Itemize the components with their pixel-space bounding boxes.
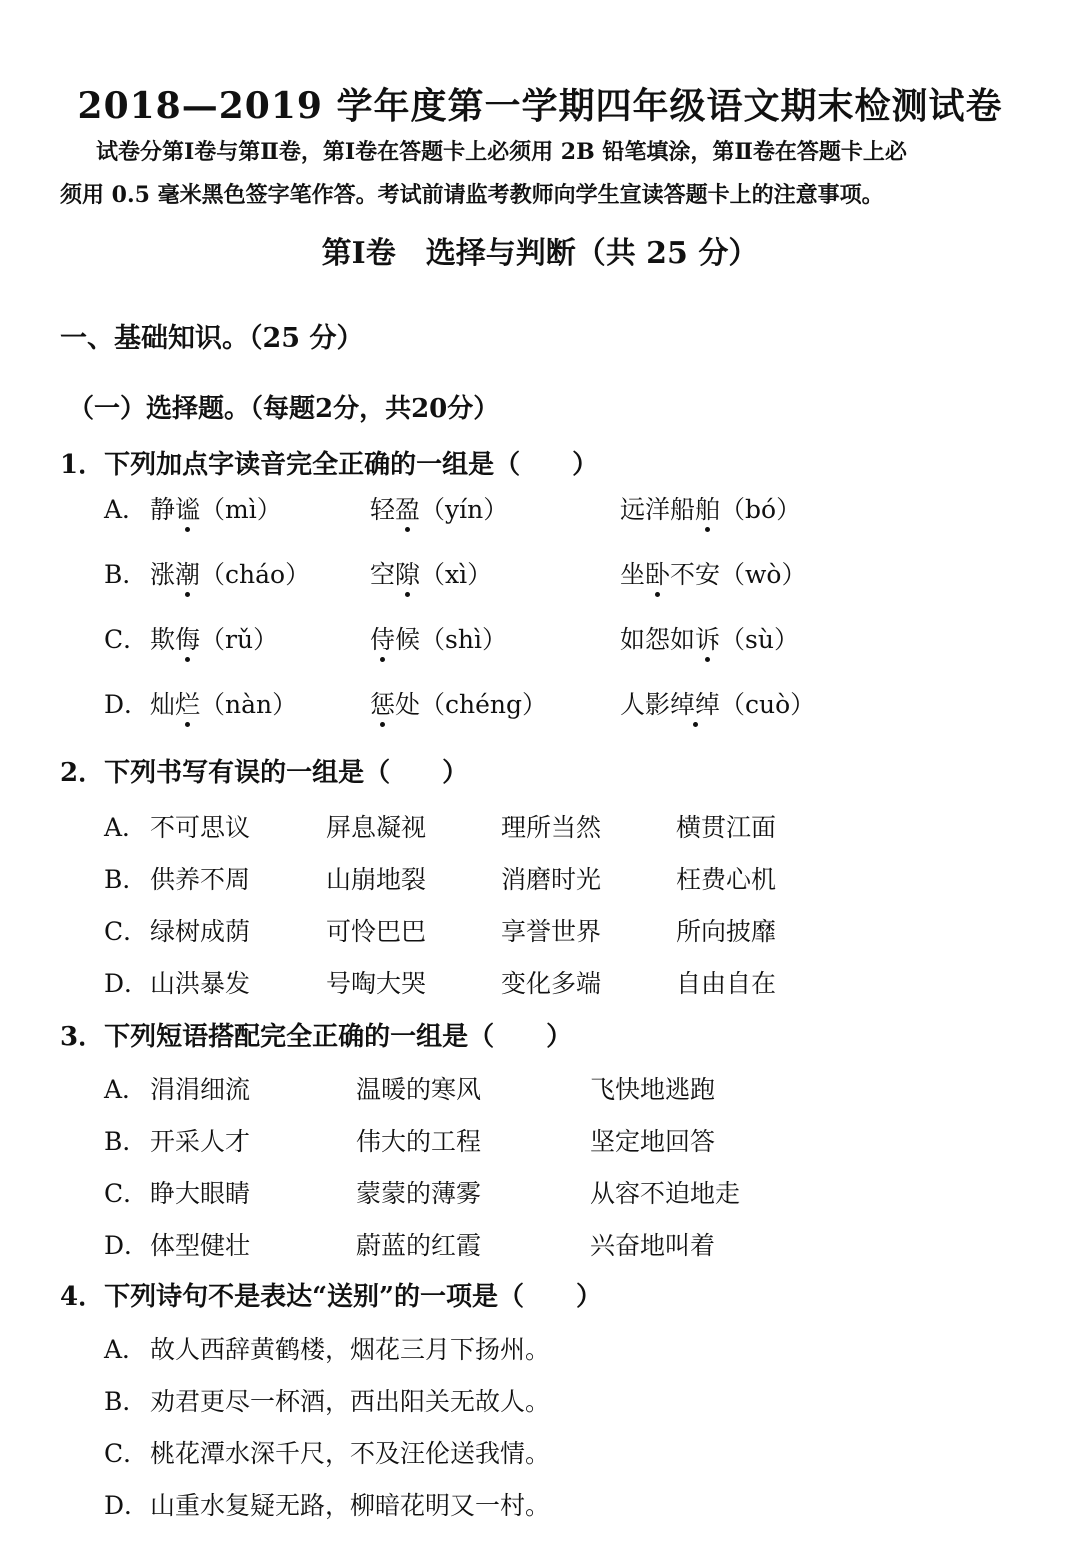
q1-c-item-1: 欺侮（rǔ） xyxy=(150,620,278,656)
option-letter: C． xyxy=(104,1439,149,1468)
q1-c-item-2: 侍候（shì） xyxy=(370,620,507,656)
option-letter: D． xyxy=(104,690,150,719)
q1-c-item-3: 如怨如诉（sù） xyxy=(620,620,799,656)
q3-option-b xyxy=(104,1122,716,1158)
option-letter: C． xyxy=(104,917,149,946)
q3-a-item-1: 涓涓细流 xyxy=(150,1075,251,1104)
q4-option-d xyxy=(104,1486,550,1522)
q1-a-item-2: 轻盈（yín） xyxy=(370,490,508,526)
q2-option-c xyxy=(104,912,777,948)
q3-c-item-3: 从容不迫地走 xyxy=(590,1179,741,1208)
q4-option-c xyxy=(104,1434,550,1470)
option-letter: A． xyxy=(104,813,148,842)
q2-d-item-2: 号啕大哭 xyxy=(326,969,427,998)
q1-b-item-2: 空隙（xì） xyxy=(370,555,492,591)
option-letter: D． xyxy=(104,969,150,998)
q1-d-item-3: 人影绰绰（cuò） xyxy=(620,685,815,721)
q3-option-c xyxy=(104,1174,741,1210)
option-letter: B． xyxy=(104,865,148,894)
subpart-heading: （一）选择题。（每题2分，共20分） xyxy=(68,394,500,424)
q4-c-text: 桃花潭水深千尺，不及汪伦送我情。 xyxy=(150,1439,551,1468)
q2-option-a xyxy=(104,808,777,844)
option-letter: A． xyxy=(104,1075,148,1104)
q3-d-item-1: 体型健壮 xyxy=(150,1231,251,1260)
option-letter: A． xyxy=(104,1335,148,1364)
q4-a-text: 故人西辞黄鹤楼，烟花三月下扬州。 xyxy=(150,1335,551,1364)
q2-b-item-4: 枉费心机 xyxy=(676,865,777,894)
q2-option-b xyxy=(104,860,777,896)
q1-b-item-1: 涨潮（cháo） xyxy=(150,555,310,591)
q4-d-text: 山重水复疑无路，柳暗花明又一村。 xyxy=(150,1491,551,1520)
q3-b-item-3: 坚定地回答 xyxy=(590,1127,716,1156)
option-letter: B． xyxy=(104,560,148,589)
q3-c-item-1: 睁大眼睛 xyxy=(150,1179,251,1208)
q1-a-item-3: 远洋船舶（bó） xyxy=(620,490,801,526)
q2-a-item-2: 屏息凝视 xyxy=(326,813,427,842)
option-letter: D． xyxy=(104,1491,150,1520)
q4-b-text: 劝君更尽一杯酒，西出阳关无故人。 xyxy=(150,1387,551,1416)
q3-option-d xyxy=(104,1226,716,1262)
q2-a-item-4: 横贯江面 xyxy=(676,813,777,842)
option-letter: C． xyxy=(104,1179,149,1208)
q1-b-item-3: 坐卧不安（wò） xyxy=(620,555,806,591)
instructions-line-2: 须用 0.5 毫米黑色签字笔作答。考试前请监考教师向学生宣读答题卡上的注意事项。 xyxy=(60,182,884,208)
q3-d-item-3: 兴奋地叫着 xyxy=(590,1231,716,1260)
option-letter: C． xyxy=(104,625,149,654)
q2-c-item-2: 可怜巴巴 xyxy=(326,917,427,946)
q1-a-item-1: 静谧（mì） xyxy=(150,490,282,526)
question-4-stem: 4．下列诗句不是表达“送别”的一项是（ ） xyxy=(60,1282,603,1312)
q1-option-a xyxy=(104,490,802,526)
q3-b-item-1: 开采人才 xyxy=(150,1127,251,1156)
instructions-line-1: 试卷分第Ⅰ卷与第Ⅱ卷，第Ⅰ卷在答题卡上必须用 2B 铅笔填涂，第Ⅱ卷在答题卡上必 xyxy=(96,139,907,165)
q1-option-b xyxy=(104,555,807,591)
q2-b-item-3: 消磨时光 xyxy=(501,865,602,894)
question-1-stem: 1．下列加点字读音完全正确的一组是（ ） xyxy=(60,450,599,480)
q3-option-a xyxy=(104,1070,716,1106)
q2-d-item-4: 自由自在 xyxy=(676,969,777,998)
q4-option-b xyxy=(104,1382,550,1418)
option-letter: D． xyxy=(104,1231,150,1260)
question-2-stem: 2．下列书写有误的一组是（ ） xyxy=(60,758,469,788)
q2-d-item-1: 山洪暴发 xyxy=(150,969,251,998)
part-heading: 一、基础知识。（25 分） xyxy=(60,323,364,354)
q2-c-item-4: 所向披靡 xyxy=(676,917,777,946)
q3-d-item-2: 蔚蓝的红霞 xyxy=(356,1231,482,1260)
q2-d-item-3: 变化多端 xyxy=(501,969,602,998)
q3-b-item-2: 伟大的工程 xyxy=(356,1127,482,1156)
option-letter: B． xyxy=(104,1127,148,1156)
section-title: 第Ⅰ卷 选择与判断（共 25 分） xyxy=(321,236,759,271)
q1-option-d xyxy=(104,685,816,721)
option-letter: A． xyxy=(104,495,148,524)
q3-c-item-2: 蒙蒙的薄雾 xyxy=(356,1179,482,1208)
q1-option-c xyxy=(104,620,799,656)
exam-title: 2018—2019 学年度第一学期四年级语文期末检测试卷 xyxy=(77,85,1003,127)
q3-a-item-2: 温暖的寒风 xyxy=(356,1075,482,1104)
q2-option-d xyxy=(104,964,777,1000)
q2-a-item-3: 理所当然 xyxy=(501,813,602,842)
q3-a-item-3: 飞快地逃跑 xyxy=(590,1075,716,1104)
q1-d-item-1: 灿烂（nàn） xyxy=(150,685,297,721)
q2-b-item-1: 供养不周 xyxy=(150,865,251,894)
q2-a-item-1: 不可思议 xyxy=(150,813,251,842)
option-letter: B． xyxy=(104,1387,148,1416)
q1-d-item-2: 惩处（chéng） xyxy=(370,685,547,721)
question-3-stem: 3．下列短语搭配完全正确的一组是（ ） xyxy=(60,1022,573,1052)
q2-b-item-2: 山崩地裂 xyxy=(326,865,427,894)
q2-c-item-3: 享誉世界 xyxy=(501,917,602,946)
q2-c-item-1: 绿树成荫 xyxy=(150,917,251,946)
q4-option-a xyxy=(104,1330,550,1366)
